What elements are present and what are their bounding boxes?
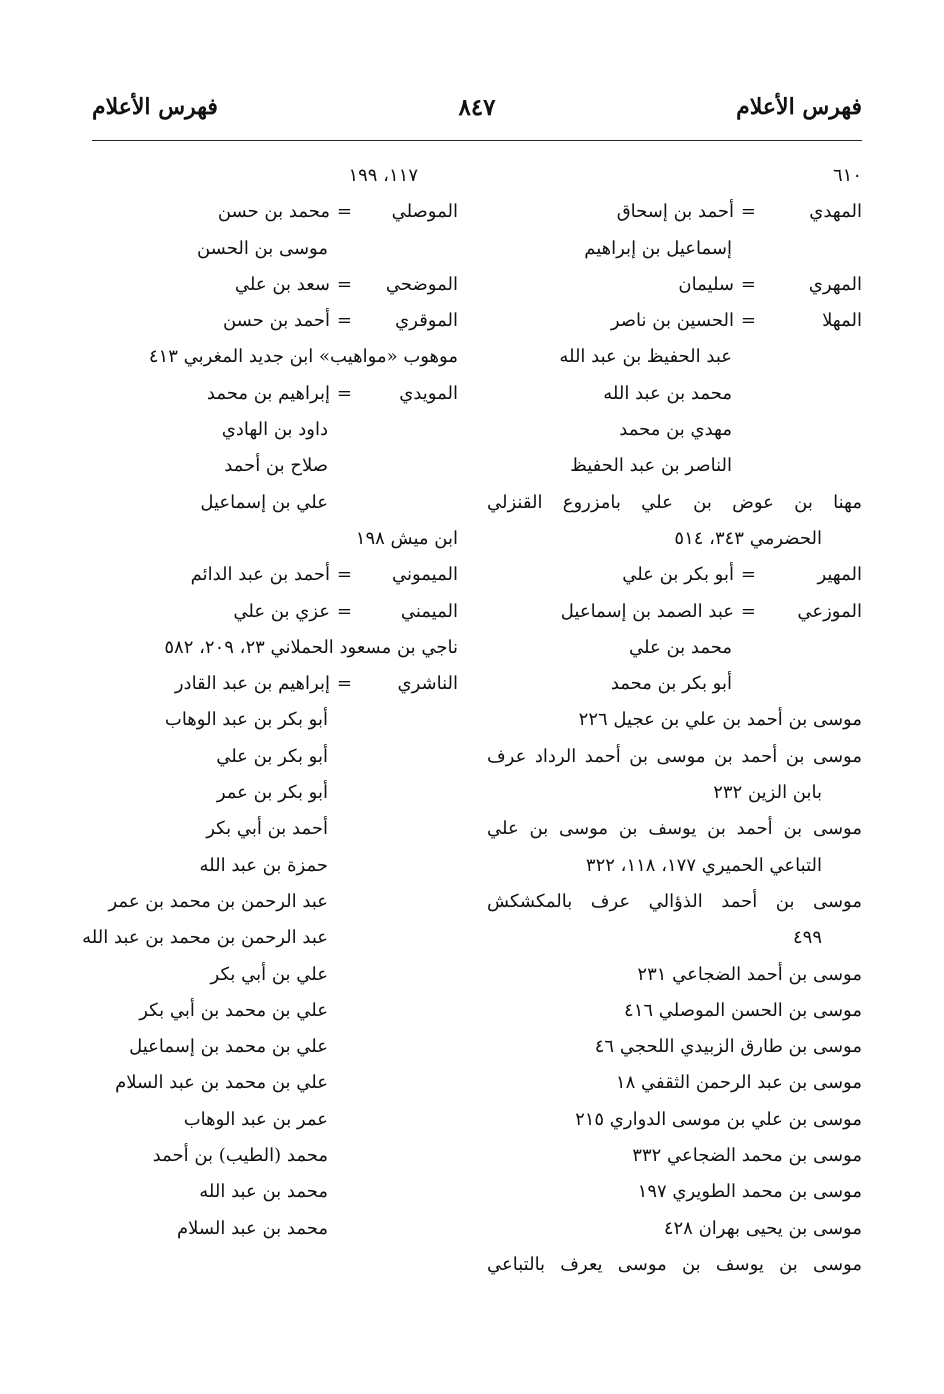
index-subentry <box>487 668 862 704</box>
index-subentry <box>487 233 862 269</box>
index-term: الميموني <box>391 564 458 586</box>
index-text: أحمد بن أبي بكر <box>206 818 328 840</box>
index-cross-reference <box>80 596 458 632</box>
index-subentry <box>80 233 458 269</box>
index-text: موسى بن أحمد بن موسى بن أحمد الرداد عرف <box>487 745 862 767</box>
index-column-left <box>80 160 458 1249</box>
index-subentry <box>80 704 458 740</box>
index-text: أبو بكر بن عبد الوهاب <box>164 709 328 731</box>
index-subentry <box>80 450 458 486</box>
cross-reference-target: محمد بن حسن <box>217 201 330 223</box>
index-entry <box>487 995 862 1031</box>
index-continuation <box>487 777 862 813</box>
equals-sign: = <box>740 273 756 295</box>
index-text: التباعي الحميري ١٧٧، ١١٨، ٣٢٢ <box>585 854 822 876</box>
index-subentry <box>487 414 862 450</box>
index-text: أبو بكر بن علي <box>216 745 328 767</box>
index-subentry <box>80 850 458 886</box>
index-subentry <box>80 995 458 1031</box>
index-subentry <box>80 813 458 849</box>
equals-sign: = <box>740 310 756 332</box>
index-cross-reference <box>487 596 862 632</box>
running-title-left: فهرس الأعلام <box>92 94 218 120</box>
index-text: إسماعيل بن إبراهيم <box>584 237 732 259</box>
index-text: أبو بكر بن محمد <box>610 673 732 695</box>
index-term: الموضحي <box>385 273 458 295</box>
index-entry <box>487 487 862 523</box>
index-text: موسى بن الحسن <box>196 237 328 259</box>
index-cross-reference <box>487 269 862 305</box>
cross-reference-target: أحمد بن حسن <box>222 310 330 332</box>
index-text: علي بن محمد بن عبد السلام <box>115 1072 328 1094</box>
index-text: محمد بن عبد السلام <box>176 1217 328 1239</box>
index-text: داود بن الهادي <box>221 419 328 441</box>
index-text: موسى بن طارق الزبيدي اللحجي ٤٦ <box>594 1036 862 1058</box>
cross-reference-target: إبراهيم بن محمد <box>206 382 330 404</box>
index-term: الموصلي <box>391 201 458 223</box>
index-continuation <box>80 160 458 196</box>
index-entry <box>487 1067 862 1103</box>
index-entry <box>487 741 862 777</box>
index-term: المويدي <box>399 382 458 404</box>
index-text: موسى بن علي بن موسى الدواري ٢١٥ <box>575 1108 862 1130</box>
index-text: موسى بن محمد الضجاعي ٣٣٢ <box>632 1145 862 1167</box>
index-entry <box>487 813 862 849</box>
index-cross-reference <box>487 196 862 232</box>
index-subentry <box>80 741 458 777</box>
index-continuation <box>487 523 862 559</box>
index-text: صلاح بن أحمد <box>224 455 328 477</box>
page-number: ٨٤٧ <box>458 94 496 121</box>
index-subentry <box>80 777 458 813</box>
equals-sign: = <box>740 564 756 586</box>
cross-reference-target: أبو بكر بن علي <box>622 564 734 586</box>
index-text: الناصر بن عبد الحفيظ <box>570 455 732 477</box>
index-subentry <box>80 1213 458 1249</box>
index-text: عبد الرحمن بن محمد بن عبد الله <box>82 927 328 949</box>
index-term: المهري <box>808 273 862 295</box>
running-title-right: فهرس الأعلام <box>736 94 862 120</box>
index-subentry <box>487 378 862 414</box>
cross-reference-target: سليمان <box>678 273 734 295</box>
cross-reference-target: إبراهيم بن عبد القادر <box>174 673 330 695</box>
index-entry <box>80 632 458 668</box>
index-text: عمر بن عبد الوهاب <box>183 1108 328 1130</box>
index-text: حمزة بن عبد الله <box>199 854 328 876</box>
index-column-right <box>487 160 862 1285</box>
index-text: مهنا بن عوض بن علي بامزروع القنزلي <box>487 491 862 513</box>
index-entry <box>487 1104 862 1140</box>
index-entry <box>487 1176 862 1212</box>
cross-reference-target: أحمد بن إسحاق <box>616 201 734 223</box>
index-entry <box>487 886 862 922</box>
cross-reference-target: عبد الصمد بن إسماعيل <box>560 600 734 622</box>
index-text: أبو بكر بن عمر <box>216 782 328 804</box>
index-subentry <box>80 959 458 995</box>
index-text: موسى بن أحمد بن علي بن عجيل ٢٢٦ <box>578 709 862 731</box>
index-subentry <box>80 1067 458 1103</box>
index-text: الحضرمي ٣٤٣، ٥١٤ <box>674 527 822 549</box>
index-term: الموزعي <box>797 600 862 622</box>
equals-sign: = <box>336 310 352 332</box>
cross-reference-target: أحمد بن عبد الدائم <box>190 564 330 586</box>
index-subentry <box>487 341 862 377</box>
index-entry <box>487 1249 862 1285</box>
index-entry <box>487 1140 862 1176</box>
page-header <box>92 88 862 132</box>
index-text: بابن الزين ٢٣٢ <box>713 782 822 804</box>
index-text: موسى بن عبد الرحمن الثقفي ١٨ <box>615 1072 862 1094</box>
index-text: عبد الرحمن بن محمد بن عمر <box>108 890 328 912</box>
equals-sign: = <box>740 201 756 223</box>
index-text: محمد بن عبد الله <box>603 382 732 404</box>
index-text: ٤٩٩ <box>792 927 822 949</box>
index-text: موهوب «مواهيب» ابن جديد المغربي ٤١٣ <box>148 346 458 368</box>
index-subentry <box>80 922 458 958</box>
equals-sign: = <box>740 600 756 622</box>
index-subentry <box>80 1176 458 1212</box>
equals-sign: = <box>336 564 352 586</box>
index-term: المهلا <box>822 310 862 332</box>
index-text: محمد (الطيب) بن أحمد <box>152 1145 328 1167</box>
header-rule <box>92 140 862 141</box>
index-term: الموقري <box>395 310 458 332</box>
equals-sign: = <box>336 273 352 295</box>
index-text: موسى بن الحسن الموصلي ٤١٦ <box>624 999 862 1021</box>
index-text: علي بن محمد بن إسماعيل <box>129 1036 328 1058</box>
cross-reference-target: عزي بن علي <box>233 600 330 622</box>
index-text: عبد الحفيظ بن عبد الله <box>559 346 732 368</box>
index-entry <box>80 341 458 377</box>
equals-sign: = <box>336 201 352 223</box>
index-entry <box>487 704 862 740</box>
index-term: المهدي <box>809 201 862 223</box>
index-subentry <box>487 450 862 486</box>
index-text: موسى بن يوسف بن موسى يعرف بالتباعي <box>487 1253 862 1275</box>
equals-sign: = <box>336 600 352 622</box>
index-continuation <box>487 160 862 196</box>
index-text: علي بن أبي بكر <box>210 963 328 985</box>
index-subentry <box>80 1031 458 1067</box>
index-text: محمد بن عبد الله <box>199 1181 328 1203</box>
index-cross-reference <box>80 305 458 341</box>
index-text: موسى بن أحمد الذؤالي عرف بالمكشكش <box>487 890 862 912</box>
cross-reference-target: سعد بن علي <box>234 273 330 295</box>
index-cross-reference <box>80 559 458 595</box>
index-text: محمد بن علي <box>629 636 732 658</box>
index-text: موسى بن محمد الطويري ١٩٧ <box>637 1181 862 1203</box>
index-subentry <box>80 414 458 450</box>
index-text: علي بن إسماعيل <box>200 491 328 513</box>
index-cross-reference <box>487 305 862 341</box>
index-entry <box>487 1213 862 1249</box>
index-continuation <box>487 922 862 958</box>
index-term: الناشري <box>397 673 458 695</box>
index-term: المهير <box>817 564 862 586</box>
index-subentry <box>80 487 458 523</box>
index-cross-reference <box>80 269 458 305</box>
index-entry <box>487 1031 862 1067</box>
index-text: ابن ميش ١٩٨ <box>355 527 458 549</box>
index-text: موسى بن أحمد الضجاعي ٢٣١ <box>637 963 862 985</box>
index-subentry <box>487 632 862 668</box>
index-text: موسى بن يحيى بهران ٤٢٨ <box>663 1217 862 1239</box>
index-term: الميمني <box>400 600 458 622</box>
index-cross-reference <box>80 196 458 232</box>
index-text: ٦١٠ <box>832 165 862 186</box>
index-text: مهدي بن محمد <box>619 419 732 441</box>
index-entry <box>487 959 862 995</box>
cross-reference-target: الحسين بن ناصر <box>610 310 734 332</box>
index-subentry <box>80 1140 458 1176</box>
index-text: علي بن محمد بن أبي بكر <box>139 999 328 1021</box>
index-cross-reference <box>80 378 458 414</box>
equals-sign: = <box>336 382 352 404</box>
index-cross-reference <box>80 668 458 704</box>
index-text: موسى بن أحمد بن يوسف بن موسى بن علي <box>487 818 862 840</box>
index-subentry <box>80 886 458 922</box>
index-subentry <box>80 1104 458 1140</box>
equals-sign: = <box>336 673 352 695</box>
index-cross-reference <box>487 559 862 595</box>
index-entry <box>80 523 458 559</box>
index-text: ناجي بن مسعود الحملاني ٢٣، ٢٠٩، ٥٨٢ <box>164 636 458 658</box>
index-continuation <box>487 850 862 886</box>
index-text: ١١٧، ١٩٩ <box>348 165 418 186</box>
